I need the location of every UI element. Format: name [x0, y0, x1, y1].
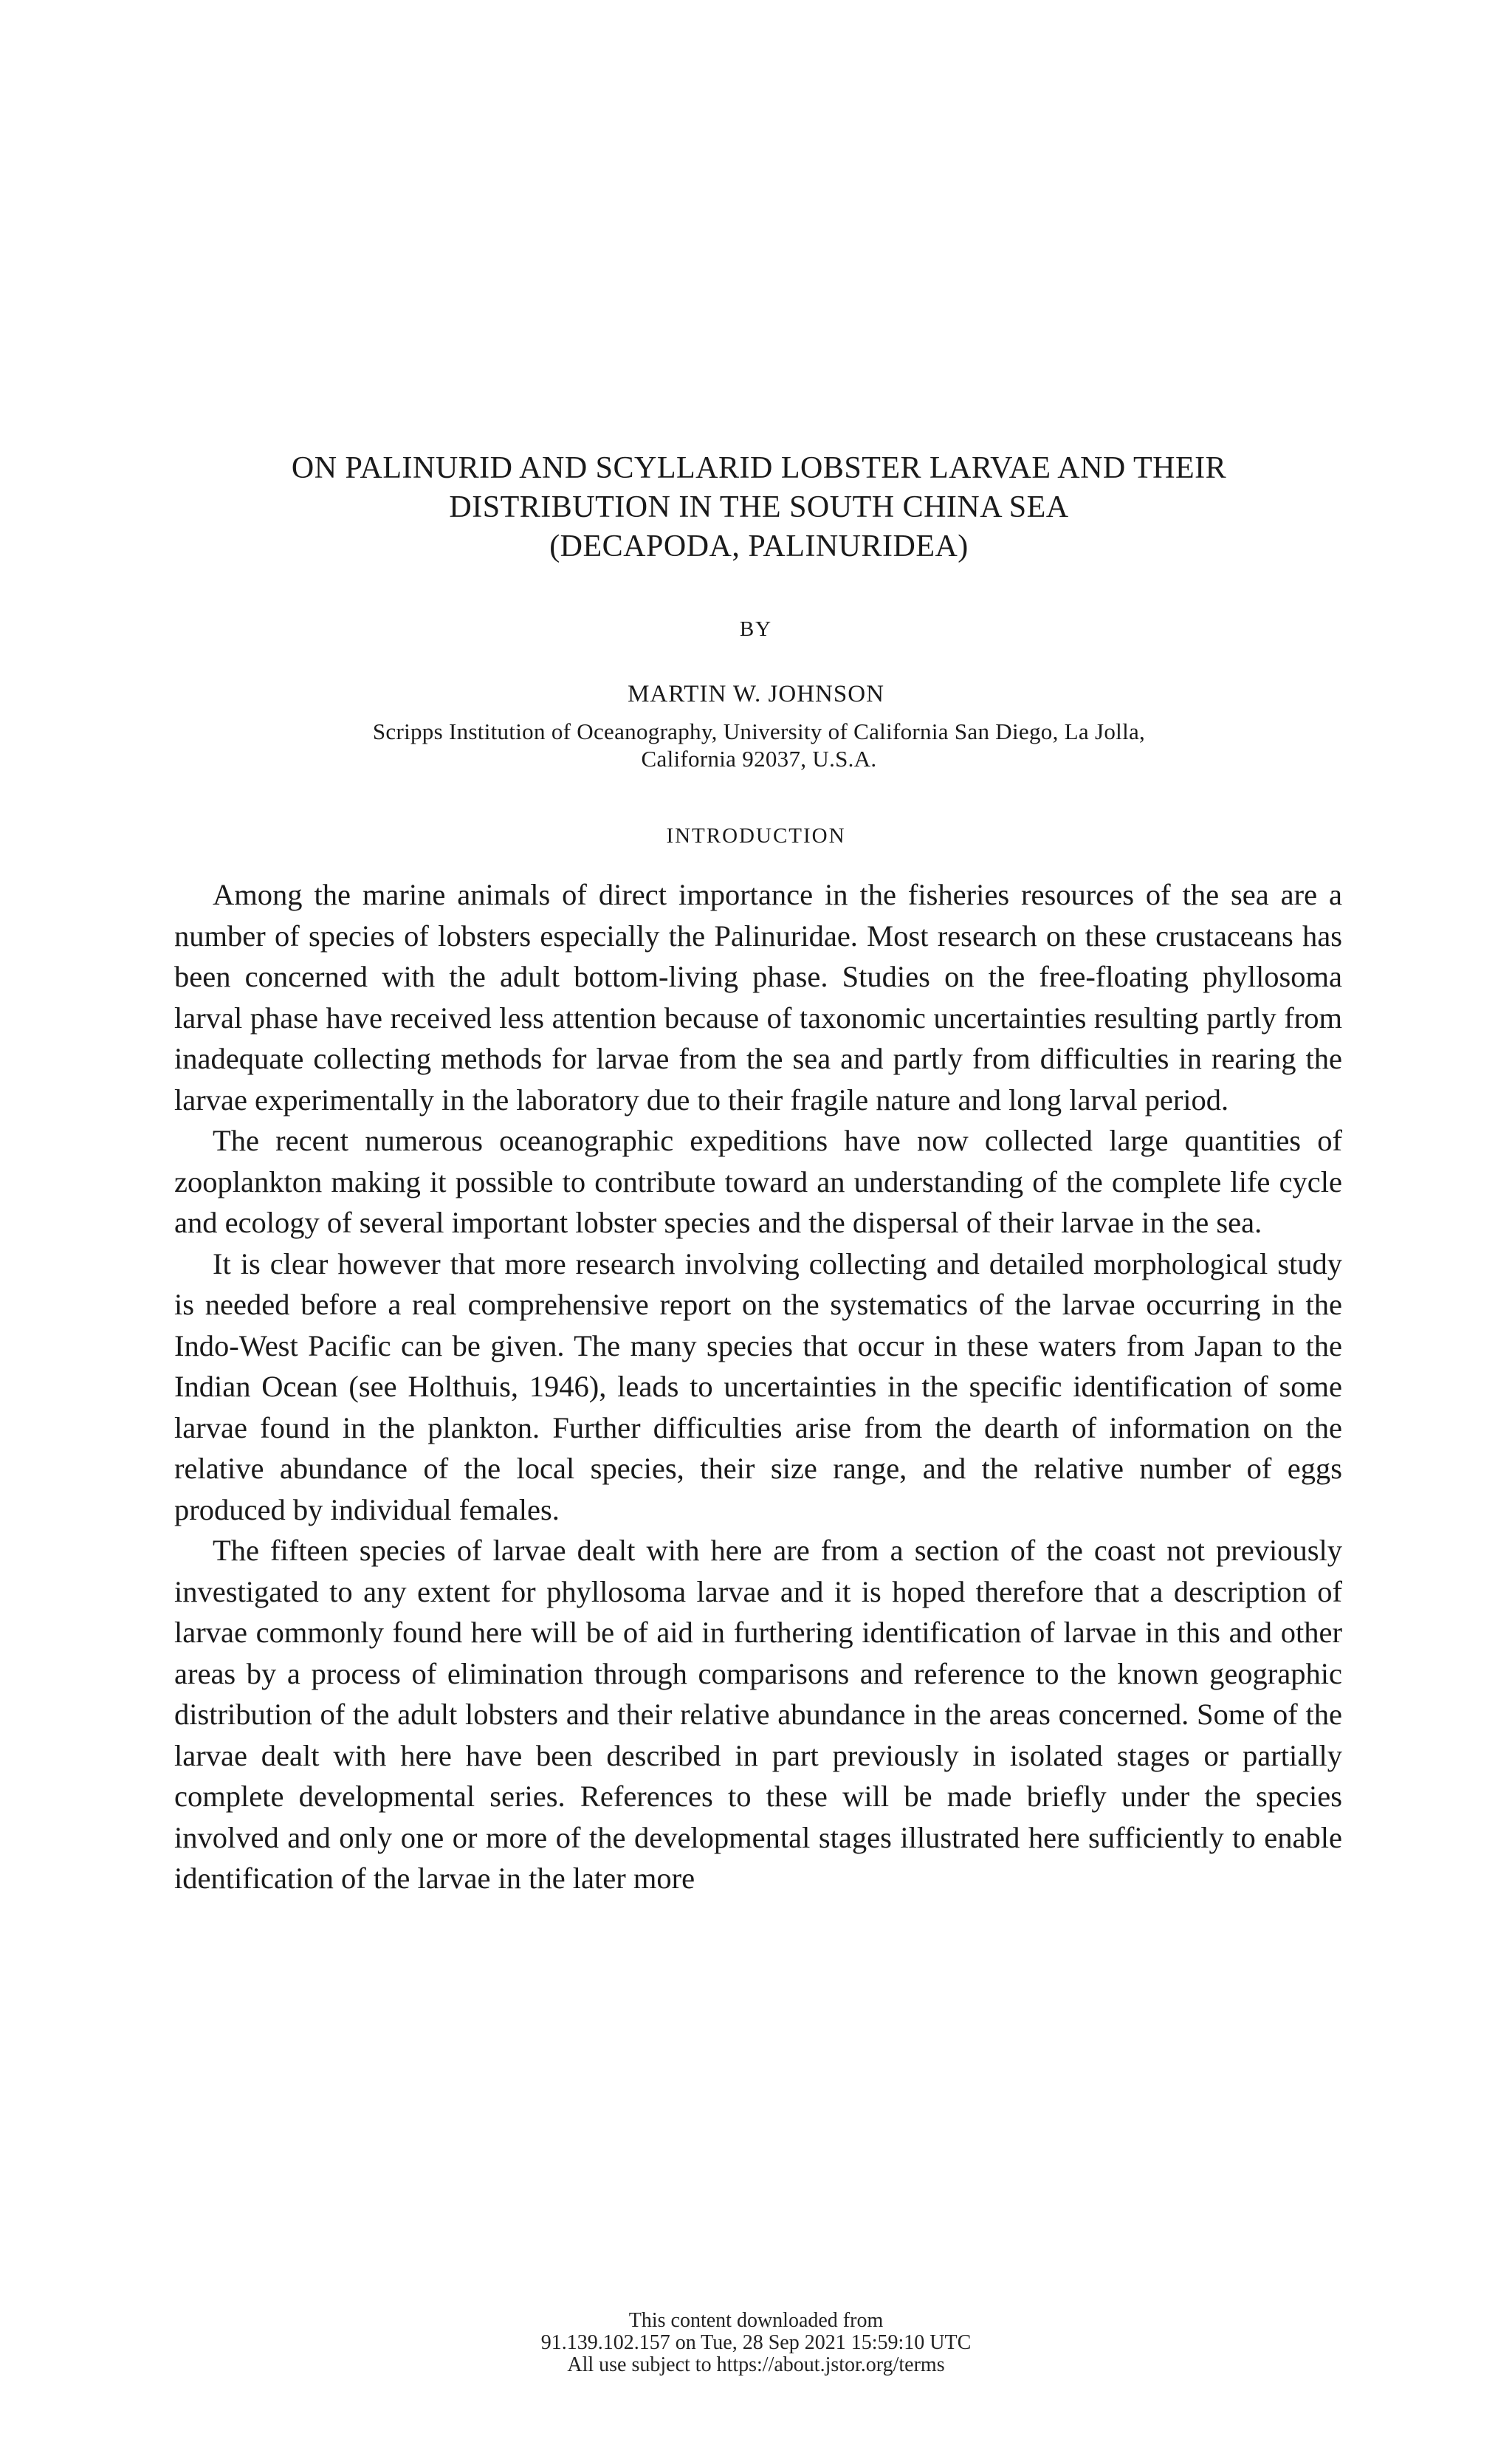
- article-title: [177, 449, 1341, 566]
- footer-line-1: This content downloaded from: [628, 2309, 884, 2332]
- title-line-2: DISTRIBUTION IN THE SOUTH CHINA SEA: [449, 490, 1069, 524]
- affiliation-line-1: Scripps Institution of Oceanography, University of California San Diego, La Jolla,: [372, 718, 1146, 744]
- title-line-3: (DECAPODA, PALINURIDEA): [549, 529, 969, 563]
- download-notice-footer: [0, 2310, 1512, 2376]
- footer-line-2: 91.139.102.157 on Tue, 28 Sep 2021 15:59:10 UTC: [540, 2331, 972, 2354]
- section-heading-introduction: INTRODUCTION: [666, 824, 846, 848]
- byline: BY: [739, 617, 773, 641]
- introduction-body: [174, 874, 1342, 1899]
- paragraph-3: It is clear however that more research involving collecting and detailed morphological study is needed before a real comprehensive report on the systematics of the larvae occurring in the Indo-West Pacific can be given. The many species that occur in these waters from Japan to the Indian Ocean (see Holthuis, 1946), leads to uncertainties in the specific identification of some larvae found in the plankton. Further difficulties arise from the dearth of information on the relative abundance of the local species, their size range, and the relative number of eggs produced by individual females.: [174, 1246, 1342, 1526]
- paragraph-2: The recent numerous oceanographic expeditions have now collected large quantities of zooplankton making it possible to contribute toward an understanding of the complete life cycle and ecology of several important lobster species and the dispersal of their larvae in the sea.: [174, 1124, 1342, 1239]
- author-name: MARTIN W. JOHNSON: [628, 681, 884, 707]
- affiliation-line-2: California 92037, U.S.A.: [641, 746, 877, 772]
- paragraph-4: The fifteen species of larvae dealt with here are from a section of the coast not previously investigated to any extent for phyllosoma larvae and it is hoped therefore that a description of larvae commonly found here will be of aid in furthering identification of larvae in this and other areas by a process of elimination through comparisons and reference to the known geographic distribution of the adult lobsters and their relative abundance in the areas concerned. Some of the larvae dealt with here have been described in part previously in isolated stages or partially complete developmental series. References to these will be made briefly under the species involved and only one or more of the developmental stages illustrated here sufficiently to enable identification of the larvae in the later more: [174, 1534, 1342, 1895]
- title-line-1: ON PALINURID AND SCYLLARID LOBSTER LARVAE AND THEIR: [291, 451, 1227, 485]
- author-affiliation: [244, 718, 1274, 772]
- paragraph-1: Among the marine animals of direct importance in the fisheries resources of the sea are a number of species of lobsters especially the Palinuridae. Most research on these crustaceans has been concerned with the adult bottom-living phase. Studies on the free-floating phyllosoma larval phase have received less attention because of taxonomic uncertainties resulting partly from inadequate collecting methods for larvae from the sea and partly from difficulties in rearing the larvae experimentally in the laboratory due to their fragile nature and long larval period.: [174, 878, 1342, 1116]
- footer-line-3: All use subject to https://about.jstor.org/terms: [567, 2353, 945, 2376]
